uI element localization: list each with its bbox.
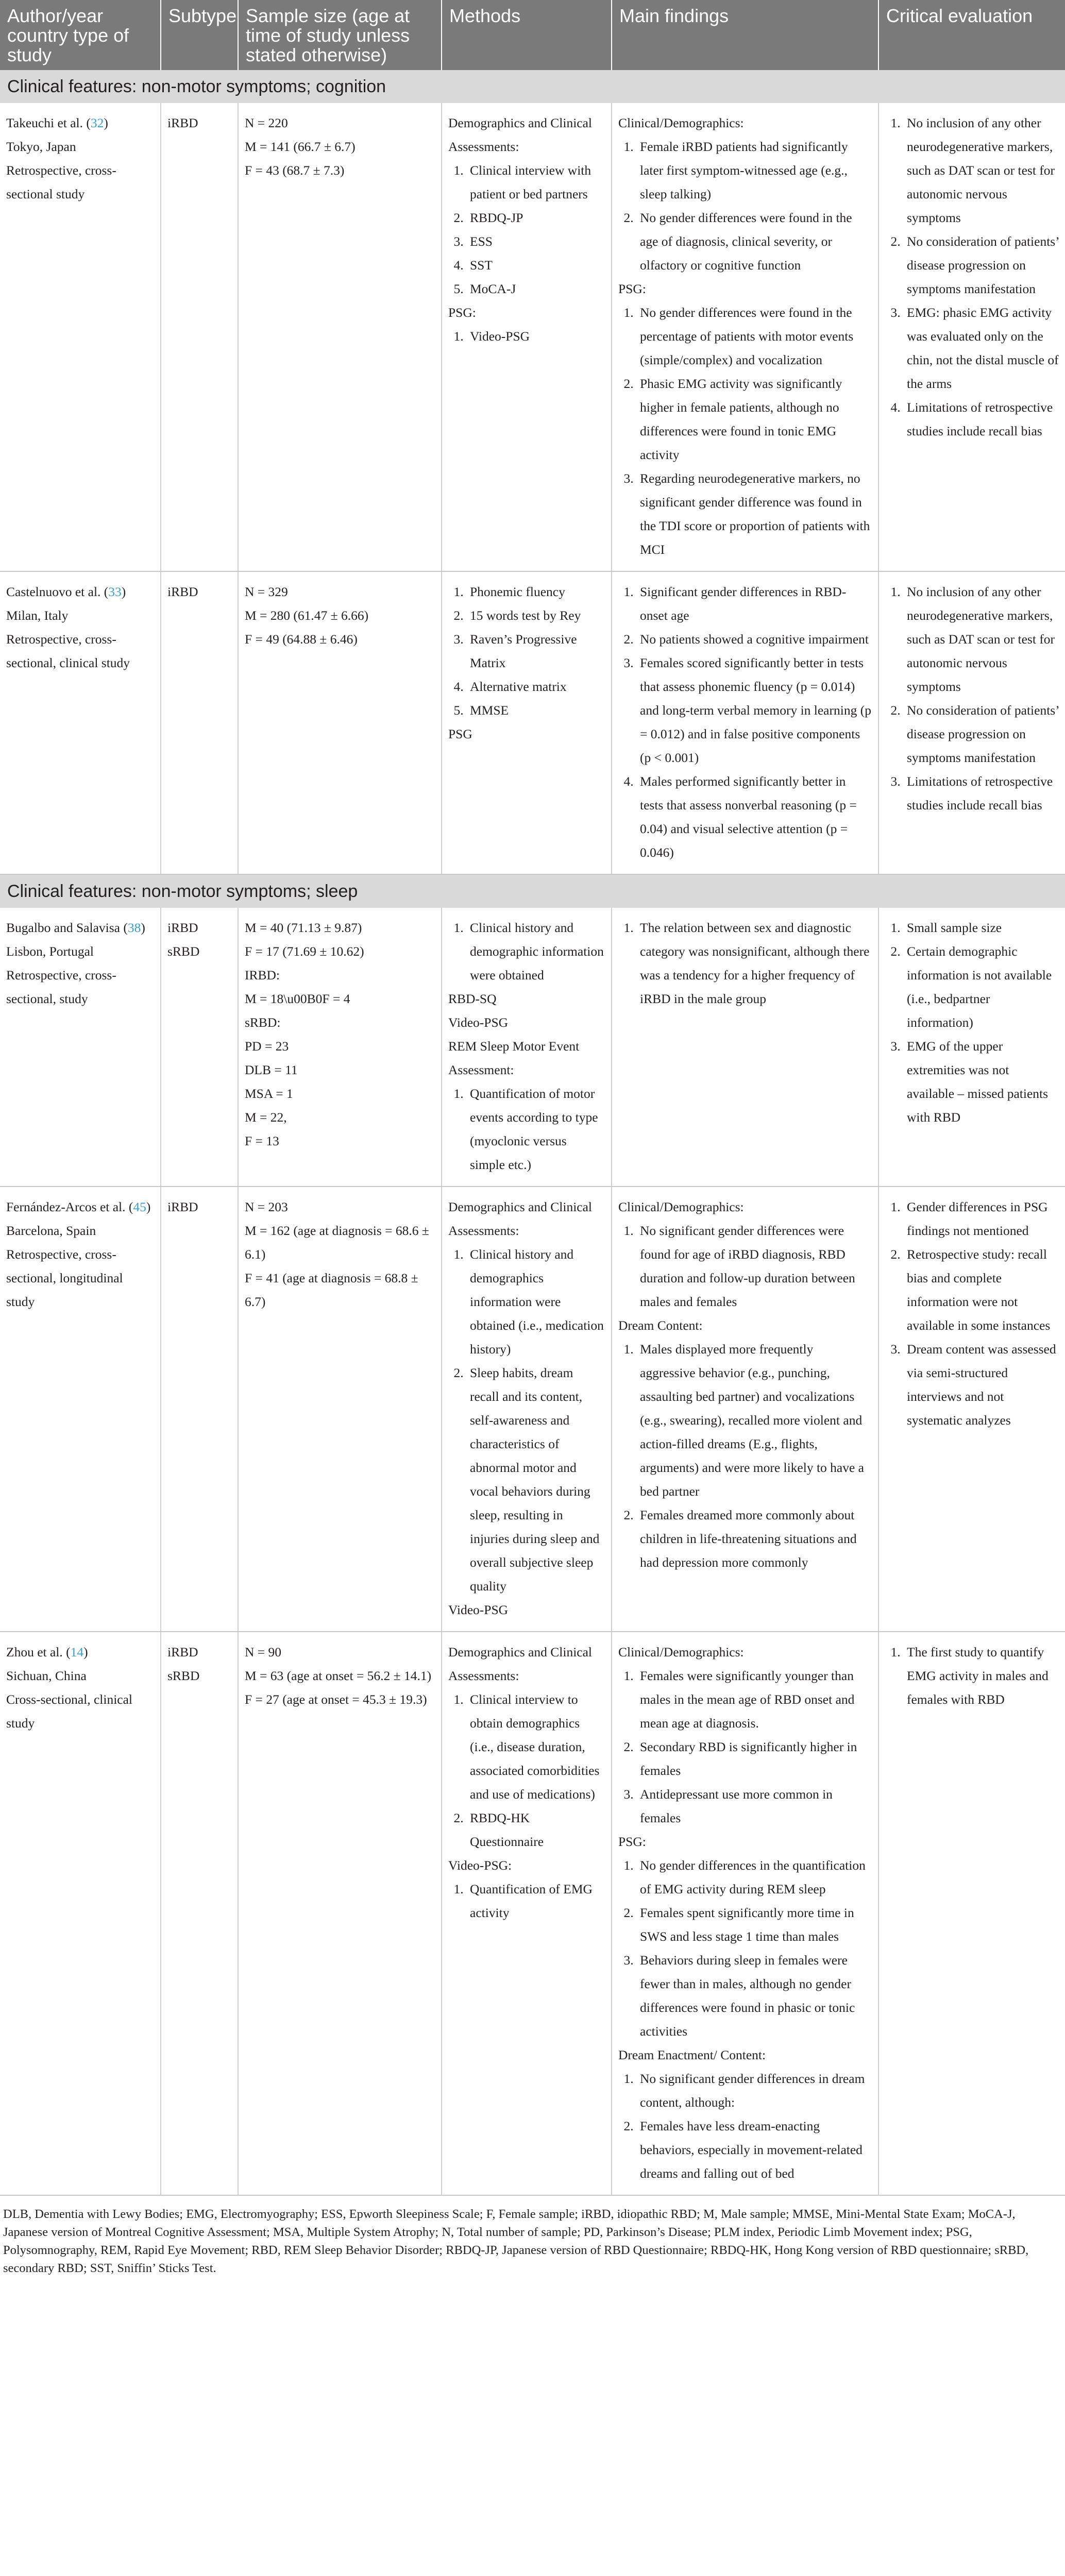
methods-item: 4. Alternative matrix <box>467 675 605 699</box>
findings-list <box>618 1219 872 1314</box>
findings-item: 1. Significant gender differences in RBD-onset age <box>637 580 872 628</box>
subtype-value: sRBD <box>167 944 200 959</box>
sample-line: DLB = 11 <box>245 1062 298 1077</box>
critical-list <box>885 580 1059 817</box>
subtype-cell <box>161 1187 238 1632</box>
sample-line: N = 329 <box>245 584 288 599</box>
methods-item: 1. Clinical history and demographics information were obtained (i.e., medication history) <box>467 1243 605 1361</box>
subtype-cell <box>161 1632 238 2195</box>
critical-item: 3. EMG of the upper extremities was not available – missed patients with RBD <box>904 1035 1059 1129</box>
critical-item: 1. Small sample size <box>904 916 1059 940</box>
subtype-value: iRBD <box>167 920 198 935</box>
header-subtype: Subtype <box>161 0 238 70</box>
findings-heading: Clinical/Demographics: <box>618 1645 744 1659</box>
sample-line: F = 49 (64.88 ± 6.46) <box>245 632 358 647</box>
table-row <box>0 1632 1065 2195</box>
author-name <box>6 916 154 940</box>
methods-cell <box>442 1187 612 1632</box>
findings-item: 2. Phasic EMG activity was significantly higher in female patients, although no differences were found in tonic EMG activity <box>637 372 872 467</box>
sample-line: M = 162 (age at diagnosis = 68.6 ± 6.1) <box>245 1223 429 1262</box>
methods-item: 2. RBDQ-JP <box>467 206 605 230</box>
critical-item: 3. Dream content was assessed via semi-structured interviews and not systematic analyzes <box>904 1337 1059 1432</box>
author-name <box>6 580 154 604</box>
methods-note: REM Sleep Motor Event Assessment: <box>448 1039 580 1077</box>
findings-list <box>618 580 872 865</box>
methods-note: Video-PSG <box>448 1602 509 1617</box>
methods-item: 3. ESS <box>467 230 605 253</box>
methods-list <box>448 325 605 348</box>
sample-cell <box>238 103 442 571</box>
findings-item: 1. No significant gender differences in dream content, although: <box>637 2067 872 2114</box>
methods-item: 5. MoCA-J <box>467 277 605 301</box>
methods-list <box>448 1877 605 1925</box>
methods-note: RBD-SQ <box>448 991 497 1006</box>
findings-cell <box>612 1187 878 1632</box>
sample-line: M = 22, <box>245 1110 287 1125</box>
methods-item: 2. 15 words test by Rey <box>467 604 605 628</box>
subtype-value: iRBD <box>167 1199 198 1214</box>
subtype-value: iRBD <box>167 115 198 130</box>
critical-item: 2. Certain demographic information is not available (i.e., bedpartner information) <box>904 940 1059 1035</box>
critical-item: 3. Limitations of retrospective studies include recall bias <box>904 770 1059 817</box>
citation-ref: 33 <box>108 584 122 599</box>
findings-heading: PSG: <box>618 1834 646 1849</box>
author-text: ) <box>146 1199 151 1214</box>
table-row <box>0 908 1065 1187</box>
sample-line: F = 43 (68.7 ± 7.3) <box>245 163 345 178</box>
author-cell <box>0 908 161 1187</box>
findings-cell <box>612 103 878 571</box>
subtype-value: sRBD <box>167 1668 200 1683</box>
subtype-value: iRBD <box>167 584 198 599</box>
findings-item: 2. Females dreamed more commonly about children in life-threatening situations and had depression more commonly <box>637 1503 872 1574</box>
subtype-cell <box>161 103 238 571</box>
findings-item: 3. Antidepressant use more common in females <box>637 1783 872 1830</box>
subtype-cell <box>161 571 238 874</box>
critical-item: 1. The first study to quantify EMG activity in males and females with RBD <box>904 1640 1059 1711</box>
author-text: Castelnuovo et al. ( <box>6 584 109 599</box>
critical-list <box>885 1640 1059 1711</box>
section-title-sleep: Clinical features: non-motor symptoms; sleep <box>0 874 1065 908</box>
methods-item: 3. Raven’s Progressive Matrix <box>467 628 605 675</box>
critical-item: 1. No inclusion of any other neurodegenerative markers, such as DAT scan or test for autonomic nervous symptoms <box>904 580 1059 699</box>
study-type: Cross-sectional, clinical study <box>6 1692 133 1731</box>
subtype-value: iRBD <box>167 1645 198 1659</box>
sample-cell <box>238 1187 442 1632</box>
critical-item: 1. No inclusion of any other neurodegenerative markers, such as DAT scan or test for autonomic nervous symptoms <box>904 111 1059 230</box>
methods-item: 2. Sleep habits, dream recall and its content, self-awareness and characteristics of abnormal motor and vocal behaviors during sleep, resulting in injuries during sleep and overall subjective sleep quality <box>467 1361 605 1598</box>
sample-cell <box>238 571 442 874</box>
author-name <box>6 1640 154 1664</box>
findings-heading: Clinical/Demographics: <box>618 1199 744 1214</box>
author-text: Fernández-Arcos et al. ( <box>6 1199 133 1214</box>
methods-list <box>448 1688 605 1854</box>
findings-heading: PSG: <box>618 281 646 296</box>
critical-item: 4. Limitations of retrospective studies include recall bias <box>904 396 1059 443</box>
subtype-cell <box>161 908 238 1187</box>
study-type: Retrospective, cross-sectional, study <box>6 968 116 1006</box>
methods-heading: Demographics and Clinical Assessments: <box>448 1199 593 1238</box>
sample-line: sRBD: <box>245 1015 281 1030</box>
methods-cell <box>442 1632 612 2195</box>
author-name <box>6 111 154 135</box>
methods-note: Video-PSG <box>448 1015 509 1030</box>
sample-line: F = 17 (71.69 ± 10.62) <box>245 944 364 959</box>
sample-line: M = 280 (61.47 ± 6.66) <box>245 608 369 623</box>
author-text: ) <box>141 920 145 935</box>
critical-cell <box>878 103 1065 571</box>
sample-cell <box>238 908 442 1187</box>
critical-item: 3. EMG: phasic EMG activity was evaluated only on the chin, not the distal muscle of the arms <box>904 301 1059 396</box>
findings-item: 1. Males displayed more frequently aggressive behavior (e.g., punching, assaulting bed partner) and vocalizations (e.g., swearing), recalled more violent and action-filled dreams (E.g., flights, arguments) and were more likely to have a bed partner <box>637 1337 872 1503</box>
sample-line: M = 141 (66.7 ± 6.7) <box>245 139 356 154</box>
author-text: Bugalbo and Salavisa ( <box>6 920 128 935</box>
methods-heading: PSG: <box>448 305 476 320</box>
header-sample: Sample size (age at time of study unless stated otherwise) <box>238 0 442 70</box>
findings-list <box>618 135 872 277</box>
section-row-cognition <box>0 70 1065 103</box>
findings-item: 1. Females were significantly younger than males in the mean age of RBD onset and mean age at diagnosis. <box>637 1664 872 1735</box>
sample-line: M = 18\u00B0F = 4 <box>245 991 350 1006</box>
sample-line: N = 203 <box>245 1199 288 1214</box>
section-row-sleep <box>0 874 1065 908</box>
findings-list <box>618 1854 872 2043</box>
sample-line: N = 220 <box>245 115 288 130</box>
methods-list <box>448 580 605 722</box>
methods-item: 1. Clinical interview with patient or bed partners <box>467 159 605 206</box>
table-row <box>0 1187 1065 1632</box>
sample-line: IRBD: <box>245 968 280 982</box>
methods-item: 1. Quantification of motor events according to type (myoclonic versus simple etc.) <box>467 1082 605 1177</box>
sample-line: N = 90 <box>245 1645 282 1659</box>
findings-item: 2. No gender differences were found in the age of diagnosis, clinical severity, or olfactory or cognitive function <box>637 206 872 277</box>
methods-item: 5. MMSE <box>467 699 605 722</box>
findings-item: 1. No gender differences were found in the percentage of patients with motor events (simple/complex) and vocalization <box>637 301 872 372</box>
author-cell <box>0 1632 161 2195</box>
sample-line: F = 41 (age at diagnosis = 68.8 ± 6.7) <box>245 1270 418 1309</box>
sample-line: PD = 23 <box>245 1039 289 1054</box>
author-text: ) <box>83 1645 88 1659</box>
author-cell <box>0 103 161 571</box>
author-cell <box>0 571 161 874</box>
author-text: ) <box>121 584 126 599</box>
section-title-cognition: Clinical features: non-motor symptoms; cognition <box>0 70 1065 103</box>
author-location: Milan, Italy <box>6 608 69 623</box>
table-row <box>0 103 1065 571</box>
findings-heading: Dream Content: <box>618 1318 703 1333</box>
author-name <box>6 1195 154 1219</box>
critical-item: 2. No consideration of patients’ disease progression on symptoms manifestation <box>904 230 1059 301</box>
author-text: Zhou et al. ( <box>6 1645 71 1659</box>
findings-item: 1. No significant gender differences were found for age of iRBD diagnosis, RBD duration and follow-up duration between males and females <box>637 1219 872 1314</box>
findings-heading: Clinical/Demographics: <box>618 115 744 130</box>
methods-list <box>448 1082 605 1177</box>
critical-item: 1. Gender differences in PSG findings not mentioned <box>904 1195 1059 1243</box>
author-location: Sichuan, China <box>6 1668 87 1683</box>
sample-line: M = 63 (age at onset = 56.2 ± 14.1) <box>245 1668 432 1683</box>
findings-list <box>618 301 872 562</box>
findings-item: 2. Females spent significantly more time in SWS and less stage 1 time than males <box>637 1901 872 1948</box>
methods-cell <box>442 908 612 1187</box>
header-critical: Critical evaluation <box>878 0 1065 70</box>
methods-cell <box>442 103 612 571</box>
citation-ref: 38 <box>127 920 141 935</box>
critical-cell <box>878 908 1065 1187</box>
citation-ref: 45 <box>133 1199 146 1214</box>
sample-line: F = 27 (age at onset = 45.3 ± 19.3) <box>245 1692 427 1707</box>
critical-list <box>885 1195 1059 1432</box>
findings-item: 4. Males performed significantly better in tests that assess nonverbal reasoning (p = 0.04) and visual selective attention (p = 0.046) <box>637 770 872 865</box>
author-location: Tokyo, Japan <box>6 139 76 154</box>
findings-heading: Dream Enactment/ Content: <box>618 2047 766 2062</box>
critical-cell <box>878 571 1065 874</box>
methods-item: 1. Phonemic fluency <box>467 580 605 604</box>
table-footnote: DLB, Dementia with Lewy Bodies; EMG, Electromyography; ESS, Epworth Sleepiness Scale; F, Female sample; iRBD, idiopathic RBD; M, Male sample; MMSE, Mini-Mental State Exam; MoCA-J, Japanese version of Montreal Cognitive Assessment; MSA, Multiple System Atrophy; N, Total number of sample; PD, Parkinson’s Disease; PLM index, Periodic Limb Movement index; PSG, Polysomnography, REM, Rapid Eye Movement; RBD, REM Sleep Behavior Disorder; RBDQ-JP, Japanese version of RBD Questionnaire; RBDQ-HK, Hong Kong version of RBD questionnaire; sRBD, secondary RBD; SST, Sniffin’ Sticks Test. <box>3 2207 1029 2275</box>
findings-list <box>618 2067 872 2185</box>
study-type: Retrospective, cross-sectional study <box>6 163 116 201</box>
methods-item: 2. RBDQ-HK Questionnaire <box>467 1806 605 1854</box>
findings-item: 3. Behaviors during sleep in females were fewer than in males, although no gender differences were found in phasic or tonic activities <box>637 1948 872 2043</box>
findings-item: 1. No gender differences in the quantification of EMG activity during REM sleep <box>637 1854 872 1901</box>
findings-cell <box>612 1632 878 2195</box>
methods-list <box>448 159 605 301</box>
header-methods: Methods <box>442 0 612 70</box>
critical-cell <box>878 1187 1065 1632</box>
sample-cell <box>238 1632 442 2195</box>
methods-item: 1. Quantification of EMG activity <box>467 1877 605 1925</box>
author-text: ) <box>104 115 108 130</box>
critical-item: 2. Retrospective study: recall bias and complete information were not available in some instances <box>904 1243 1059 1337</box>
author-text: Takeuchi et al. ( <box>6 115 91 130</box>
study-type: Retrospective, cross-sectional, clinical study <box>6 632 130 670</box>
citation-ref: 32 <box>90 115 104 130</box>
author-location: Barcelona, Spain <box>6 1223 96 1238</box>
methods-item: 1. Video-PSG <box>467 325 605 348</box>
sample-line: M = 40 (71.13 ± 9.87) <box>245 920 362 935</box>
findings-item: 2. Secondary RBD is significantly higher in females <box>637 1735 872 1783</box>
sample-line: F = 13 <box>245 1133 279 1148</box>
sample-line: MSA = 1 <box>245 1086 293 1101</box>
methods-cell <box>442 571 612 874</box>
findings-list <box>618 1337 872 1574</box>
citation-ref: 14 <box>70 1645 84 1659</box>
critical-list <box>885 111 1059 443</box>
methods-list <box>448 916 605 987</box>
findings-item: 3. Regarding neurodegenerative markers, no significant gender difference was found in the TDI score or proportion of patients with MCI <box>637 467 872 562</box>
methods-heading: Demographics and Clinical Assessments: <box>448 115 593 154</box>
findings-list <box>618 1664 872 1830</box>
critical-item: 2. No consideration of patients’ disease progression on symptoms manifestation <box>904 699 1059 770</box>
critical-cell <box>878 1632 1065 2195</box>
study-type: Retrospective, cross-sectional, longitudinal study <box>6 1247 123 1309</box>
critical-list <box>885 916 1059 1129</box>
findings-item: 3. Females scored significantly better in tests that assess phonemic fluency (p = 0.014) and long-term verbal memory in learning (p = 0.012) and in false positive components (p < 0.001) <box>637 651 872 770</box>
methods-item: 1. Clinical interview to obtain demographics (i.e., disease duration, associated comorbidities and use of medications) <box>467 1688 605 1806</box>
header-findings: Main findings <box>612 0 878 70</box>
findings-item: 1. The relation between sex and diagnostic category was nonsignificant, although there was a tendency for a higher frequency of iRBD in the male group <box>637 916 872 1011</box>
methods-item: 4. SST <box>467 253 605 277</box>
findings-item: 1. Female iRBD patients had significantly later first symptom-witnessed age (e.g., sleep talking) <box>637 135 872 206</box>
findings-item: 2. Females have less dream-enacting behaviors, especially in movement-related dreams and falling out of bed <box>637 2114 872 2185</box>
table-header-row <box>0 0 1065 70</box>
table-row <box>0 571 1065 874</box>
findings-list <box>618 916 872 1011</box>
methods-note: PSG <box>448 726 472 741</box>
findings-cell <box>612 571 878 874</box>
author-cell <box>0 1187 161 1632</box>
methods-heading: Demographics and Clinical Assessments: <box>448 1645 593 1683</box>
methods-list <box>448 1243 605 1598</box>
author-location: Lisbon, Portugal <box>6 944 94 959</box>
findings-cell <box>612 908 878 1187</box>
methods-heading: Video-PSG: <box>448 1858 512 1873</box>
methods-item: 1. Clinical history and demographic information were obtained <box>467 916 605 987</box>
header-author: Author/year country type of study <box>0 0 161 70</box>
findings-item: 2. No patients showed a cognitive impairment <box>637 628 872 651</box>
